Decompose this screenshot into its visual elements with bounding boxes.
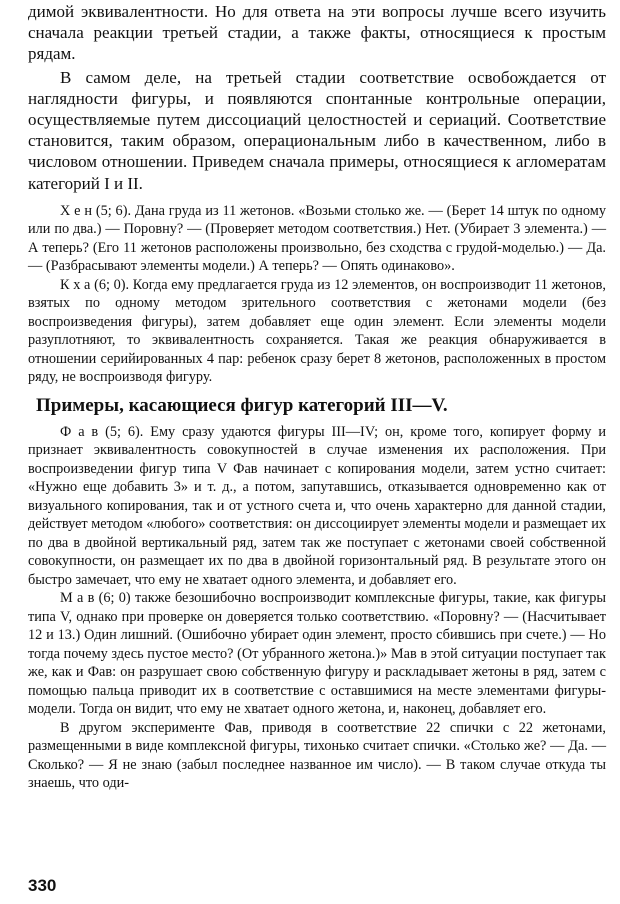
paragraph-intro: димой эквивалентности. Но для ответа на эти вопросы лучше всего изучить сначала реакции третьей стадии, а также факты, относящиеся к простым рядам.	[28, 2, 606, 64]
page-number: 330	[28, 876, 57, 895]
example-mav: М а в (6; 0) также безошибочно воспроизводит комплексные фигуры, такие, как фигуры типа V, однако при проверке он доверяется только соответствию. «Поровну? — (Насчитывает 12 и 13.) Один лишний. (Ошибочно убирает один элемент, просто сбившись при счете.) — Но тогда почему здесь пустое место? (От убранного жетона.)» Мав в этой ситуации поступает так же, как и Фав: он разрушает свою собственную фигуру и раскладывает жетоны в ряд, затем с помощью пальца приводит их в соответствие с оставшимися на месте элементами фигуры-модели. Тогда он видит, что ему не хватает одного жетона, и, наконец, добавляет его.	[28, 590, 606, 718]
section-heading: Примеры, касающиеся фигур категорий III—V.	[36, 394, 448, 416]
paragraph-third-stage: В самом деле, на третьей стадии соответствие освобождается от наглядности фигуры, и появляются спонтанные контрольные операции, осуществляемые путем диссоциаций целостностей и сериаций. Соответствие становится, таким образом, операциональным либо в качественном, либо в числовом отношении. Приведем сначала примеры, относящиеся к агломератам категорий I и II.	[28, 67, 606, 193]
example-kha: К х а (6; 0). Когда ему предлагается груда из 12 элементов, он воспроизводит 11 жетонов, взятых по одному методом зрительного соответствия с жетонами модели (без воспроизведения фигуры), затем добавляет еще один элемент. Если элементы модели разуплотняют, то эквивалентность сохраняется. Такая же реакция обнаруживается в отношении серийированных 4 пар: ребенок сразу берет 8 жетонов, расположенных в простом ряду, не воспроизводя фигуру.	[28, 276, 606, 386]
example-hen: Х е н (5; 6). Дана груда из 11 жетонов. «Возьми столько же. — (Берет 14 штук по одному или по два.) — Поровну? — (Проверяет методом соответствия.) Нет. (Убирает 3 элемента.) — А теперь? (Его 11 жетонов расположены произвольно, без сходства с грудой-моделью.) — Да.— (Разбрасывают элементы модели.) А теперь? — Опять одинаково».	[28, 202, 606, 275]
example-fav-matches: В другом эксперименте Фав, приводя в соответствие 22 спички с 22 жетонами, размещенными в виде комплексной фигуры, тихонько считает спички. «Столько же? — Да. — Сколько? — Я не знаю (забыл последнее названное им число). — В таком случае откуда ты знаешь, что оди-	[28, 719, 606, 792]
example-fav: Ф а в (5; 6). Ему сразу удаются фигуры III—IV; он, кроме того, копирует форму и признает эквивалентность совокупностей в случае изменения их расположения. При воспроизведении фигур типа V Фав начинает с копирования модели, затем устно считает: «Нужно еще добавить 3» и т. д., а потом, запутавшись, отказывается одновременно как от визуального копирования, так и от устного счета и, что очень характерно для данной стадии, действует методом «любого» соответствия: он диссоциирует элементы модели и размещает их по два в двойной вертикальный ряд, затем так же поступает с жетонами своей собственной совокупности, он размещает их по два в двойной горизонтальный ряд. В результате этого он быстро замечает, что ему не хватает одного элемента, и добавляет его.	[28, 423, 606, 588]
